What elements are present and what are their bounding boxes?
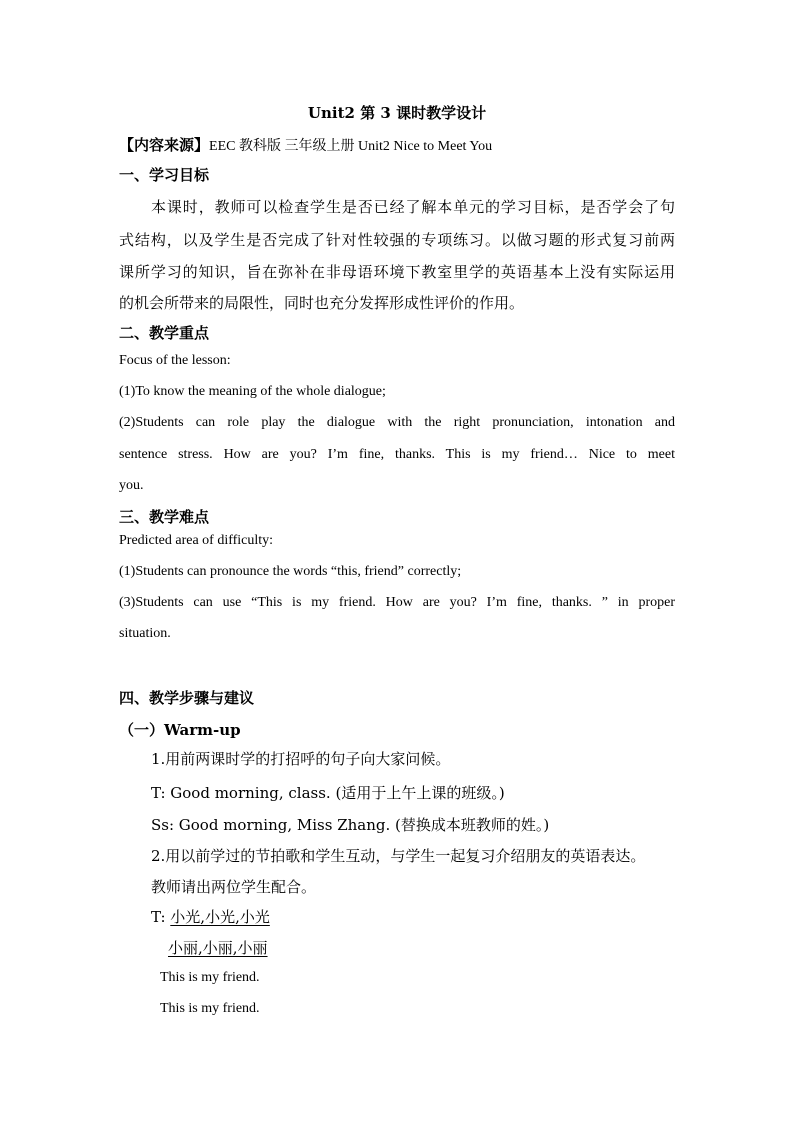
- step-2: 2.用以前学过的节拍歌和学生互动，与学生一起复习介绍朋友的英语表达。: [151, 847, 646, 865]
- chant-name-1: 小光,小光,小光: [170, 908, 270, 926]
- focus-item-2-line: sentence stress. How are you? I’m fine, thanks. This is my friend… Nice to meet: [119, 447, 675, 462]
- teacher-label: T:: [151, 908, 171, 926]
- section-1-paragraph-line: 式结构，以及学生是否完成了针对性较强的专项练习。以做习题的形式复习前两: [119, 231, 675, 249]
- difficulty-item-3-line: (3)Students can use “This is my friend. How are you? I’m fine, thanks. ” in proper: [119, 595, 675, 610]
- document-title: Unit2 第 3 课时教学设计: [307, 104, 487, 122]
- chant-friend-line: This is my friend.: [160, 1001, 260, 1016]
- section-1-heading: 一、学习目标: [119, 166, 210, 184]
- section-3-heading: 三、教学难点: [119, 508, 210, 526]
- focus-item-2-line: (2)Students can role play the dialogue with the right pronunciation, intonation and: [119, 415, 675, 430]
- step-1: 1.用前两课时学的打招呼的句子向大家问候。: [151, 750, 451, 768]
- content-source-label: 【内容来源】: [119, 136, 210, 154]
- section-4-heading: 四、教学步骤与建议: [119, 689, 255, 707]
- section-1-paragraph-line: 课所学习的知识，旨在弥补在非母语环境下教室里学的英语基本上没有实际运用: [119, 263, 675, 281]
- content-source-text: EEC 教科版 三年级上册 Unit2 Nice to Meet You: [209, 139, 493, 154]
- section-1-paragraph-line: 本课时，教师可以检查学生是否已经了解本单元的学习目标，是否学会了句: [151, 198, 675, 216]
- difficulty-label: Predicted area of difficulty:: [119, 533, 274, 548]
- focus-item-1: (1)To know the meaning of the whole dialogue;: [119, 384, 386, 399]
- section-2-heading: 二、教学重点: [119, 324, 210, 342]
- focus-label: Focus of the lesson:: [119, 353, 231, 368]
- content-source-line: [119, 134, 492, 155]
- step-2-continued: 教师请出两位学生配合。: [151, 878, 317, 896]
- difficulty-item-3-line: situation.: [119, 626, 171, 641]
- students-line-1: Ss: Good morning, Miss Zhang. (替换成本班教师的姓。): [151, 816, 550, 834]
- section-1-paragraph-line: 的机会所带来的局限性，同时也充分发挥形成性评价的作用。: [119, 294, 525, 312]
- difficulty-item-1: (1)Students can pronounce the words “this, friend” correctly;: [119, 564, 462, 579]
- chant-line-1: [151, 906, 270, 927]
- chant-friend-line: This is my friend.: [160, 970, 260, 985]
- focus-item-2-line: you.: [119, 478, 144, 493]
- chant-name-2: 小丽,小丽,小丽: [168, 939, 268, 957]
- warmup-subheading: （一）Warm-up: [119, 721, 241, 739]
- teacher-line-1: T: Good morning, class. (适用于上午上课的班级。): [151, 784, 505, 802]
